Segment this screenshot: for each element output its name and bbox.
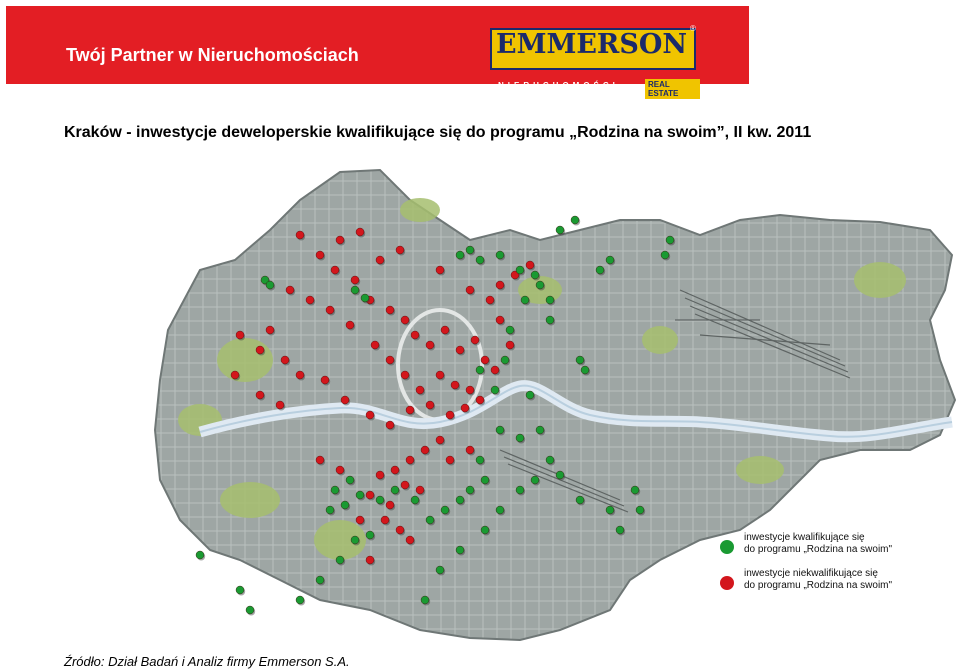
- red-investment-marker: [306, 296, 314, 304]
- red-investment-marker: [406, 406, 414, 414]
- red-investment-marker: [466, 286, 474, 294]
- green-investment-marker: [476, 366, 484, 374]
- green-investment-marker: [361, 294, 369, 302]
- legend-item-non-qualifying: [716, 568, 956, 598]
- green-investment-marker: [661, 251, 669, 259]
- red-investment-marker: [316, 456, 324, 464]
- green-investment-marker: [531, 476, 539, 484]
- red-investment-marker: [406, 456, 414, 464]
- red-investment-marker: [496, 281, 504, 289]
- red-investment-marker: [391, 466, 399, 474]
- legend-non-qualifying-line1: inwestycje niekwalifikujące się: [744, 568, 878, 579]
- red-investment-marker: [481, 356, 489, 364]
- red-investment-marker: [396, 246, 404, 254]
- red-investment-marker: [366, 556, 374, 564]
- green-investment-marker: [481, 476, 489, 484]
- red-investment-marker: [406, 536, 414, 544]
- green-area: [854, 262, 906, 298]
- green-investment-marker: [326, 506, 334, 514]
- green-investment-marker: [546, 456, 554, 464]
- legend-item-qualifying: [716, 532, 956, 562]
- red-investment-marker: [526, 261, 534, 269]
- red-investment-marker: [451, 381, 459, 389]
- red-investment-marker: [426, 401, 434, 409]
- red-investment-marker: [426, 341, 434, 349]
- red-investment-marker: [471, 336, 479, 344]
- red-investment-marker: [356, 516, 364, 524]
- green-investment-marker: [466, 246, 474, 254]
- green-investment-marker: [411, 496, 419, 504]
- red-investment-marker: [231, 371, 239, 379]
- map-title: Kraków - inwestycje deweloperskie kwalifikujące się do programu „Rodzina na swoim”, II kw. 2011: [64, 124, 812, 141]
- green-investment-marker: [466, 486, 474, 494]
- logo-subtext: NIERUCHOMOŚCI: [498, 81, 619, 90]
- red-investment-marker: [366, 491, 374, 499]
- source-note: Źródło: Dział Badań i Analiz firmy Emmerson S.A.: [64, 654, 350, 669]
- red-investment-marker: [386, 421, 394, 429]
- green-investment-marker: [236, 586, 244, 594]
- red-investment-marker: [461, 404, 469, 412]
- red-investment-marker: [446, 456, 454, 464]
- red-investment-marker: [386, 501, 394, 509]
- green-marker-icon: [720, 540, 734, 554]
- red-investment-marker: [476, 396, 484, 404]
- legend-qualifying-line2: do programu „Rodzina na swoim": [744, 544, 893, 555]
- red-investment-marker: [506, 341, 514, 349]
- red-investment-marker: [346, 321, 354, 329]
- green-investment-marker: [506, 326, 514, 334]
- green-investment-marker: [356, 491, 364, 499]
- map-legend: [716, 532, 956, 600]
- red-investment-marker: [396, 526, 404, 534]
- green-investment-marker: [546, 316, 554, 324]
- red-investment-marker: [321, 376, 329, 384]
- red-investment-marker: [456, 346, 464, 354]
- green-investment-marker: [366, 531, 374, 539]
- green-investment-marker: [266, 281, 274, 289]
- red-investment-marker: [256, 346, 264, 354]
- green-investment-marker: [196, 551, 204, 559]
- red-investment-marker: [366, 411, 374, 419]
- red-investment-marker: [276, 401, 284, 409]
- red-investment-marker: [416, 386, 424, 394]
- green-area: [642, 326, 678, 354]
- green-investment-marker: [351, 536, 359, 544]
- green-investment-marker: [606, 256, 614, 264]
- legend-non-qualifying-line2: do programu „Rodzina na swoim": [744, 580, 893, 591]
- green-investment-marker: [536, 426, 544, 434]
- red-investment-marker: [371, 341, 379, 349]
- red-marker-icon: [720, 576, 734, 590]
- red-investment-marker: [281, 356, 289, 364]
- red-investment-marker: [326, 306, 334, 314]
- green-investment-marker: [456, 496, 464, 504]
- red-investment-marker: [356, 228, 364, 236]
- red-investment-marker: [336, 236, 344, 244]
- green-investment-marker: [341, 501, 349, 509]
- green-investment-marker: [491, 386, 499, 394]
- red-investment-marker: [441, 326, 449, 334]
- green-investment-marker: [456, 546, 464, 554]
- green-investment-marker: [606, 506, 614, 514]
- red-investment-marker: [491, 366, 499, 374]
- red-investment-marker: [341, 396, 349, 404]
- green-investment-marker: [456, 251, 464, 259]
- red-investment-marker: [436, 436, 444, 444]
- green-investment-marker: [476, 456, 484, 464]
- red-investment-marker: [466, 446, 474, 454]
- legend-text-non-qualifying: [744, 568, 892, 592]
- red-investment-marker: [486, 296, 494, 304]
- green-investment-marker: [521, 296, 529, 304]
- green-area: [400, 198, 440, 222]
- red-investment-marker: [351, 276, 359, 284]
- red-investment-marker: [331, 266, 339, 274]
- green-investment-marker: [376, 496, 384, 504]
- green-investment-marker: [441, 506, 449, 514]
- red-investment-marker: [401, 481, 409, 489]
- green-investment-marker: [576, 496, 584, 504]
- green-investment-marker: [536, 281, 544, 289]
- red-investment-marker: [316, 251, 324, 259]
- green-investment-marker: [496, 506, 504, 514]
- legend-qualifying-line1: inwestycje kwalifikujące się: [744, 532, 865, 543]
- red-investment-marker: [381, 516, 389, 524]
- red-investment-marker: [446, 411, 454, 419]
- green-investment-marker: [481, 526, 489, 534]
- red-investment-marker: [286, 286, 294, 294]
- red-investment-marker: [421, 446, 429, 454]
- green-investment-marker: [501, 356, 509, 364]
- green-investment-marker: [581, 366, 589, 374]
- green-area: [736, 456, 784, 484]
- red-investment-marker: [386, 356, 394, 364]
- red-investment-marker: [436, 266, 444, 274]
- green-investment-marker: [636, 506, 644, 514]
- green-investment-marker: [571, 216, 579, 224]
- red-investment-marker: [416, 486, 424, 494]
- logo-registered-mark: ®: [690, 24, 696, 33]
- green-investment-marker: [496, 426, 504, 434]
- red-investment-marker: [496, 316, 504, 324]
- green-investment-marker: [616, 526, 624, 534]
- red-investment-marker: [256, 391, 264, 399]
- green-area: [217, 338, 273, 382]
- red-investment-marker: [466, 386, 474, 394]
- green-investment-marker: [556, 226, 564, 234]
- green-investment-marker: [556, 471, 564, 479]
- green-investment-marker: [516, 486, 524, 494]
- green-investment-marker: [546, 296, 554, 304]
- red-investment-marker: [296, 371, 304, 379]
- green-investment-marker: [346, 476, 354, 484]
- emmerson-logo: [490, 24, 700, 98]
- tagline: Twój Partner w Nieruchomościach: [66, 45, 359, 65]
- green-investment-marker: [426, 516, 434, 524]
- red-investment-marker: [376, 256, 384, 264]
- green-investment-marker: [531, 271, 539, 279]
- red-investment-marker: [386, 306, 394, 314]
- green-investment-marker: [436, 566, 444, 574]
- green-investment-marker: [421, 596, 429, 604]
- green-investment-marker: [336, 556, 344, 564]
- green-investment-marker: [351, 286, 359, 294]
- red-investment-marker: [336, 466, 344, 474]
- green-investment-marker: [526, 391, 534, 399]
- green-investment-marker: [631, 486, 639, 494]
- red-investment-marker: [296, 231, 304, 239]
- header-banner: [6, 6, 749, 98]
- red-investment-marker: [436, 371, 444, 379]
- green-investment-marker: [331, 486, 339, 494]
- green-investment-marker: [666, 236, 674, 244]
- green-investment-marker: [496, 251, 504, 259]
- green-investment-marker: [246, 606, 254, 614]
- red-investment-marker: [401, 371, 409, 379]
- red-investment-marker: [411, 331, 419, 339]
- green-investment-marker: [296, 596, 304, 604]
- green-investment-marker: [516, 434, 524, 442]
- green-investment-marker: [476, 256, 484, 264]
- legend-text-qualifying: [744, 532, 892, 556]
- red-investment-marker: [236, 331, 244, 339]
- logo-real-estate: REAL ESTATE: [645, 79, 700, 99]
- logo-text: EMMERSON: [496, 29, 688, 60]
- green-investment-marker: [576, 356, 584, 364]
- red-investment-marker: [266, 326, 274, 334]
- green-area: [220, 482, 280, 518]
- green-investment-marker: [596, 266, 604, 274]
- green-investment-marker: [316, 576, 324, 584]
- green-investment-marker: [516, 266, 524, 274]
- red-investment-marker: [401, 316, 409, 324]
- green-investment-marker: [391, 486, 399, 494]
- red-investment-marker: [376, 471, 384, 479]
